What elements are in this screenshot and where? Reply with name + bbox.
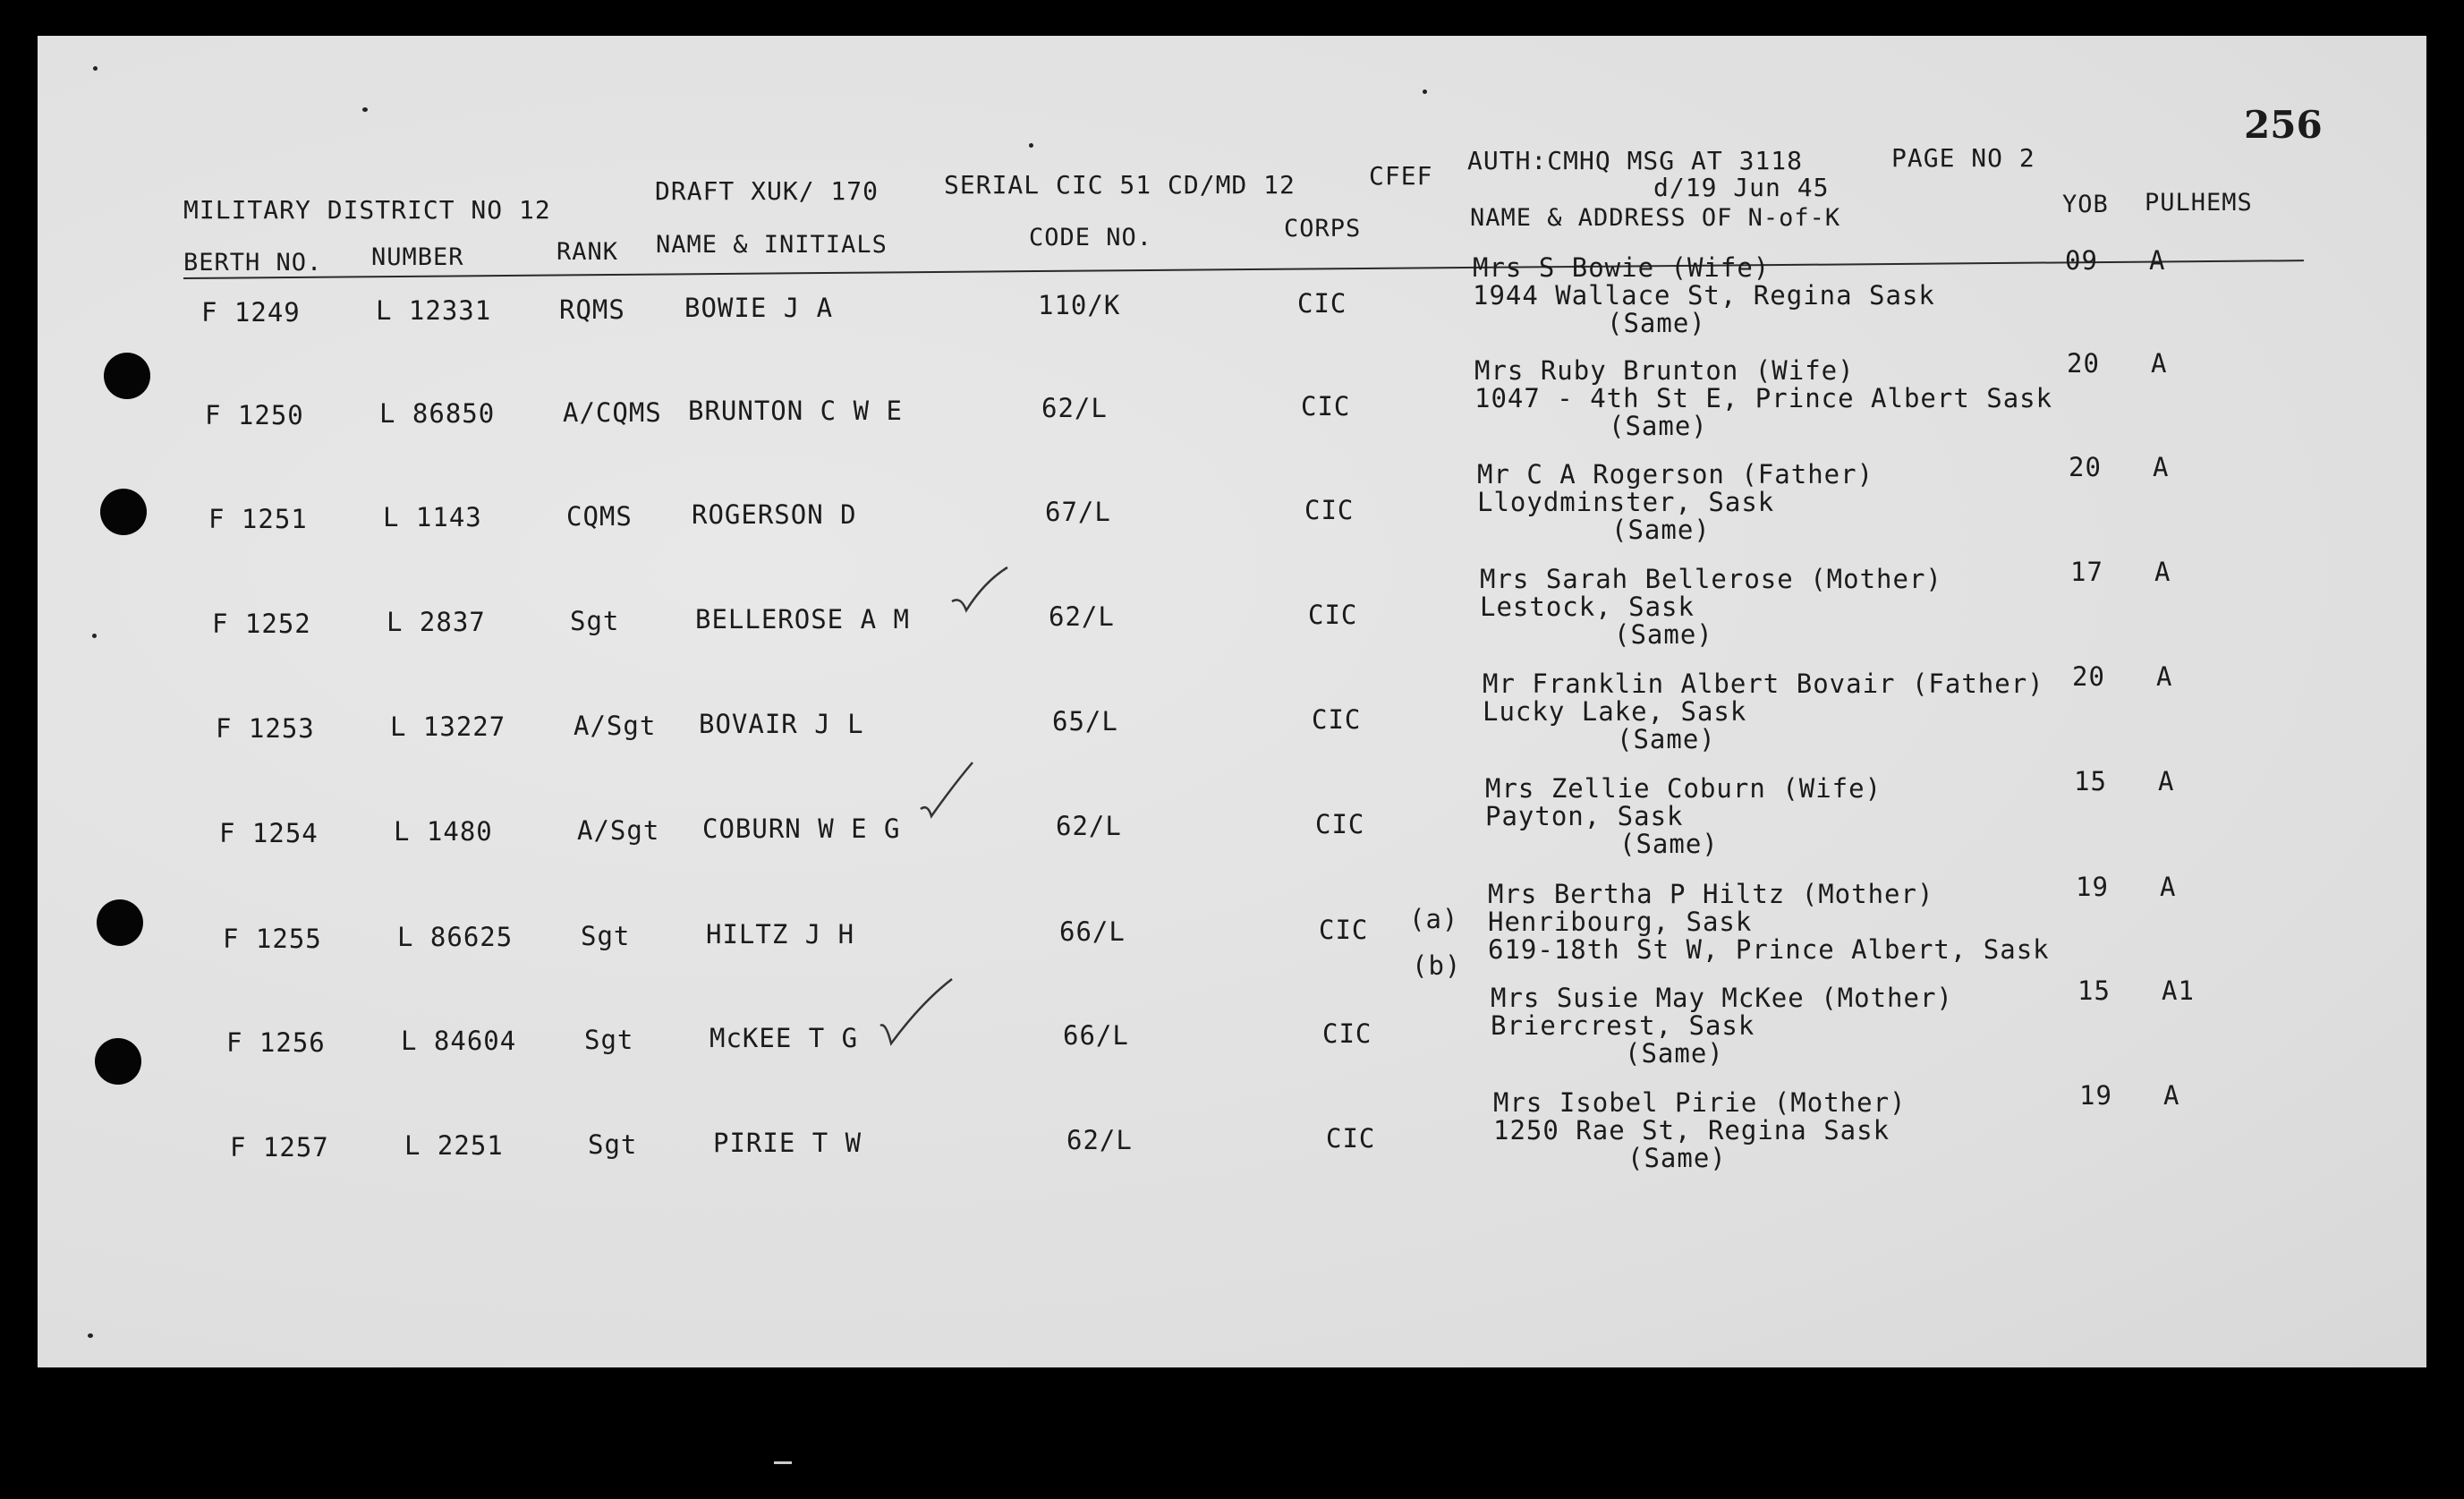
row-number: L 86625 bbox=[397, 922, 514, 953]
row-berth: F 1251 bbox=[208, 504, 308, 534]
row-pulhems: A bbox=[2158, 766, 2175, 796]
row-next-of-kin bbox=[1474, 357, 2052, 440]
row-yob: 19 bbox=[2076, 872, 2109, 902]
punch-hole bbox=[97, 899, 143, 946]
col-nok: NAME & ADDRESS OF N-of-K bbox=[1470, 204, 1841, 232]
row-corps: CIC bbox=[1312, 703, 1362, 735]
row-code: 66/L bbox=[1063, 1020, 1129, 1052]
row-code: 62/L bbox=[1049, 601, 1115, 633]
punch-hole bbox=[95, 1038, 141, 1085]
row-berth: F 1255 bbox=[223, 924, 322, 954]
row-next-of-kin bbox=[1485, 775, 1882, 858]
next-of-kin-line: Payton, Sask bbox=[1485, 801, 1684, 831]
row-corps: CIC bbox=[1315, 808, 1365, 839]
col-yob: YOB bbox=[2062, 191, 2109, 218]
row-name: HILTZ J H bbox=[706, 919, 855, 950]
row-rank: A/CQMS bbox=[563, 396, 662, 428]
row-name: BOWIE J A bbox=[684, 293, 834, 324]
next-of-kin-line: (Same) bbox=[1607, 308, 1706, 338]
row-name: BRUNTON C W E bbox=[688, 396, 903, 427]
row-berth: F 1253 bbox=[216, 713, 315, 744]
auth-date: d/19 Jun 45 bbox=[1653, 173, 1830, 202]
row-corps: CIC bbox=[1326, 1122, 1376, 1154]
row-corps: CIC bbox=[1301, 390, 1351, 422]
row-rank: A/Sgt bbox=[574, 710, 657, 741]
punch-hole bbox=[100, 489, 147, 535]
row-name: BOVAIR J L bbox=[699, 709, 864, 740]
next-of-kin-line: (Same) bbox=[1627, 1143, 1727, 1173]
next-of-kin-line: Mr C A Rogerson (Father) bbox=[1477, 459, 1874, 490]
row-next-of-kin bbox=[1491, 984, 1953, 1068]
row-berth: F 1252 bbox=[212, 609, 311, 639]
check-mark-icon bbox=[948, 564, 1011, 617]
speck bbox=[1029, 143, 1033, 148]
row-rank: CQMS bbox=[566, 500, 633, 532]
row-next-of-kin bbox=[1493, 1089, 1907, 1172]
row-number: L 12331 bbox=[376, 295, 492, 327]
row-number: L 13227 bbox=[390, 711, 506, 743]
row-name: BELLEROSE A M bbox=[695, 604, 910, 635]
next-of-kin-line: (Same) bbox=[1625, 1038, 1724, 1069]
row-pulhems: A bbox=[2149, 245, 2166, 276]
row-code: 110/K bbox=[1038, 290, 1121, 321]
row-rank: A/Sgt bbox=[577, 814, 660, 846]
next-of-kin-line: Mrs Ruby Brunton (Wife) bbox=[1474, 355, 1855, 386]
row-number: L 1480 bbox=[394, 816, 493, 847]
row-yob: 19 bbox=[2079, 1080, 2112, 1111]
col-code: CODE NO. bbox=[1029, 224, 1153, 251]
row-rank: Sgt bbox=[581, 920, 631, 951]
next-of-kin-line: 1047 - 4th St E, Prince Albert Sask bbox=[1474, 383, 2053, 413]
row-code: 67/L bbox=[1045, 497, 1111, 528]
row-yob: 20 bbox=[2072, 661, 2105, 692]
row-name: McKEE T G bbox=[709, 1023, 859, 1054]
draft-label: DRAFT XUK/ 170 bbox=[655, 176, 879, 206]
row-code: 65/L bbox=[1052, 706, 1118, 737]
row-berth: F 1257 bbox=[230, 1132, 329, 1163]
row-code: 62/L bbox=[1056, 811, 1122, 842]
row-yob: 09 bbox=[2065, 245, 2098, 276]
row-next-of-kin bbox=[1473, 254, 1935, 337]
cef-label: CFEF bbox=[1369, 161, 1433, 191]
row-rank: Sgt bbox=[588, 1129, 638, 1160]
row-name: COBURN W E G bbox=[702, 813, 901, 845]
next-of-kin-line: 1944 Wallace St, Regina Sask bbox=[1473, 280, 1935, 311]
row-name: PIRIE T W bbox=[713, 1128, 862, 1159]
auth-label: AUTH:CMHQ MSG AT 3118 bbox=[1467, 146, 1804, 175]
row-number: L 86850 bbox=[379, 398, 496, 430]
col-pulhems: PULHEMS bbox=[2145, 189, 2253, 217]
speck bbox=[93, 66, 98, 71]
speck bbox=[88, 1333, 93, 1338]
row-next-of-kin bbox=[1488, 881, 2050, 964]
col-rank: RANK bbox=[557, 238, 619, 266]
row-corps: CIC bbox=[1304, 494, 1355, 525]
row-berth: F 1254 bbox=[219, 818, 319, 848]
row-number: L 2837 bbox=[387, 607, 486, 638]
row-yob: 15 bbox=[2074, 766, 2107, 796]
next-of-kin-line: Mrs Zellie Coburn (Wife) bbox=[1485, 773, 1882, 804]
row-yob: 17 bbox=[2070, 557, 2103, 587]
serial-label: SERIAL CIC 51 CD/MD 12 bbox=[944, 170, 1296, 200]
next-of-kin-line: Mrs Sarah Bellerose (Mother) bbox=[1480, 564, 1942, 594]
row-next-of-kin bbox=[1477, 461, 1873, 544]
row-next-of-kin bbox=[1483, 670, 2044, 754]
next-of-kin-line: (Same) bbox=[1614, 619, 1713, 650]
next-of-kin-line: (Same) bbox=[1609, 411, 1708, 441]
row-yob: 20 bbox=[2067, 348, 2100, 379]
row-pulhems: A1 bbox=[2162, 975, 2195, 1006]
col-number: NUMBER bbox=[371, 243, 464, 271]
next-of-kin-line: Lestock, Sask bbox=[1480, 592, 1695, 622]
row-note: (a) bbox=[1409, 904, 1459, 934]
district-label: MILITARY DISTRICT NO 12 bbox=[183, 195, 551, 225]
next-of-kin-line: (Same) bbox=[1611, 515, 1711, 545]
speck bbox=[1423, 89, 1427, 94]
row-number: L 84604 bbox=[401, 1026, 517, 1057]
row-pulhems: A bbox=[2154, 557, 2171, 587]
row-berth: F 1250 bbox=[205, 400, 304, 430]
row-berth: F 1256 bbox=[226, 1027, 326, 1058]
next-of-kin-line: Mrs Susie May McKee (Mother) bbox=[1491, 983, 1953, 1013]
row-berth: F 1249 bbox=[201, 297, 301, 328]
row-name: ROGERSON D bbox=[692, 499, 857, 531]
next-of-kin-line: (Same) bbox=[1619, 829, 1719, 859]
next-of-kin-line: Briercrest, Sask bbox=[1491, 1010, 1755, 1041]
row-pulhems: A bbox=[2156, 661, 2173, 692]
next-of-kin-line: Mrs Bertha P Hiltz (Mother) bbox=[1488, 879, 1934, 909]
next-of-kin-line: Lloydminster, Sask bbox=[1477, 487, 1775, 517]
row-note: (b) bbox=[1412, 950, 1462, 981]
speck bbox=[362, 107, 368, 112]
next-of-kin-line: 1250 Rae St, Regina Sask bbox=[1493, 1115, 1890, 1146]
row-pulhems: A bbox=[2163, 1080, 2180, 1111]
col-berth: BERTH NO. bbox=[183, 249, 323, 277]
next-of-kin-line: Mrs S Bowie (Wife) bbox=[1473, 252, 1771, 283]
row-number: L 1143 bbox=[383, 502, 482, 533]
row-corps: CIC bbox=[1308, 599, 1358, 630]
punch-hole bbox=[104, 353, 150, 399]
row-number: L 2251 bbox=[404, 1130, 504, 1162]
row-pulhems: A bbox=[2153, 452, 2170, 482]
row-yob: 15 bbox=[2077, 975, 2111, 1006]
page-number: 256 bbox=[2244, 103, 2323, 147]
row-code: 66/L bbox=[1059, 916, 1126, 948]
row-pulhems: A bbox=[2160, 872, 2177, 902]
next-of-kin-line: Henribourg, Sask bbox=[1488, 907, 1753, 937]
next-of-kin-line: (Same) bbox=[1617, 724, 1716, 754]
check-mark-icon bbox=[917, 759, 980, 822]
next-of-kin-line: Lucky Lake, Sask bbox=[1483, 696, 1747, 727]
ledger-sheet bbox=[38, 36, 2426, 1367]
page-no-label: PAGE NO 2 bbox=[1891, 143, 2035, 173]
row-corps: CIC bbox=[1297, 287, 1347, 319]
row-rank: RQMS bbox=[559, 294, 625, 325]
col-name: NAME & INITIALS bbox=[656, 231, 888, 259]
row-corps: CIC bbox=[1319, 914, 1369, 945]
scan-mark bbox=[774, 1461, 792, 1464]
row-rank: Sgt bbox=[570, 605, 620, 636]
check-mark-icon bbox=[877, 975, 957, 1047]
row-code: 62/L bbox=[1066, 1125, 1133, 1156]
row-next-of-kin bbox=[1480, 566, 1942, 649]
next-of-kin-line: 619-18th St W, Prince Albert, Sask bbox=[1488, 934, 2050, 965]
speck bbox=[92, 634, 97, 638]
col-corps: CORPS bbox=[1284, 215, 1362, 243]
row-pulhems: A bbox=[2151, 348, 2168, 379]
row-corps: CIC bbox=[1322, 1018, 1372, 1049]
row-yob: 20 bbox=[2069, 452, 2102, 482]
next-of-kin-line: Mrs Isobel Pirie (Mother) bbox=[1493, 1087, 1907, 1118]
next-of-kin-line: Mr Franklin Albert Bovair (Father) bbox=[1483, 669, 2044, 699]
row-code: 62/L bbox=[1041, 393, 1108, 424]
row-rank: Sgt bbox=[584, 1024, 634, 1055]
